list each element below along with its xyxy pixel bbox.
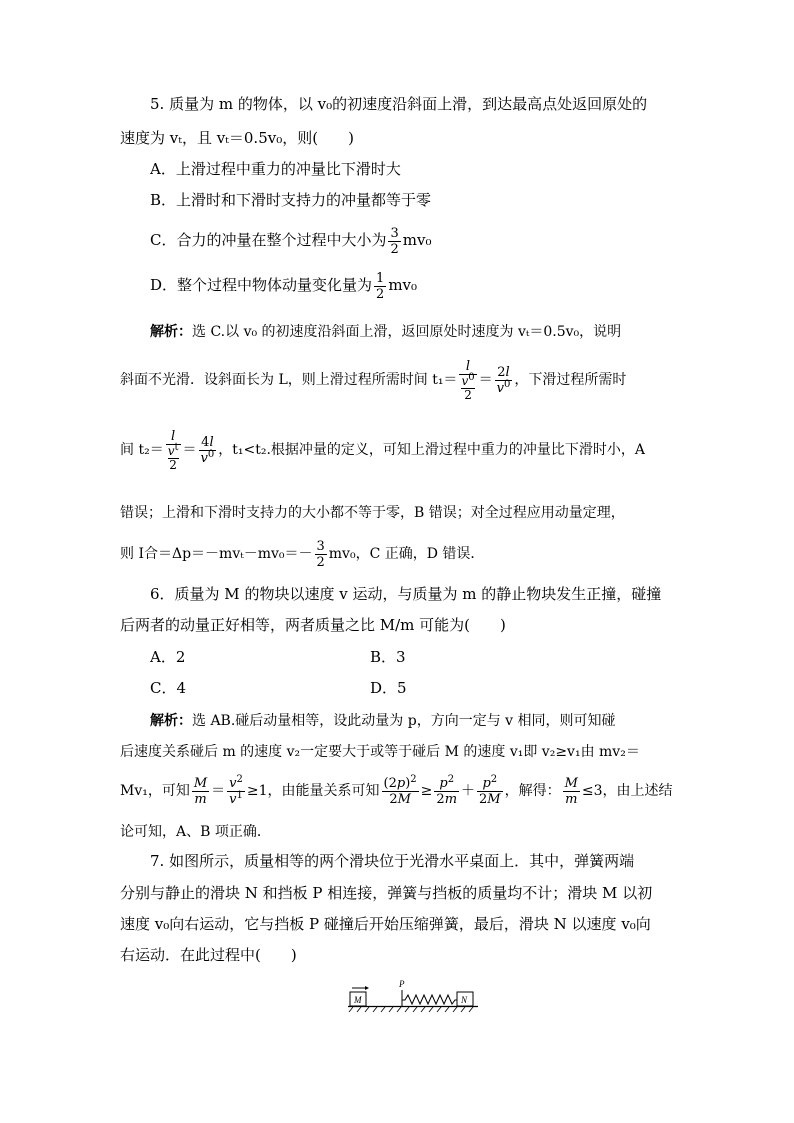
sol6-line2: 后速度关系碰后 m 的速度 v₂一定要大于或等于碰后 M 的速度 v₁即 v₂≥v₁由 mv₂＝ xyxy=(120,744,640,760)
q5-option-b: B．上滑时和下滑时支持力的冲量都等于零 xyxy=(150,191,432,209)
q7-stem-line2: 分别与静止的滑块 N 和挡板 P 相连接，弹簧与挡板的质量均不计；滑块 M 以初 xyxy=(120,884,653,902)
sol5-line1 xyxy=(150,322,621,342)
energy-fraction-2: $\frac{p^2}{2m}$ xyxy=(436,773,458,807)
sol6-line3-tail: ≤3，由上述结 xyxy=(581,783,673,799)
velocity-ratio-fraction: $\frac{v^2}{v^1}$ xyxy=(229,773,243,807)
q6-option-a: A．2 xyxy=(150,648,186,666)
sol5-fraction: $\frac{3}{2}$ xyxy=(316,538,325,570)
sol6-line3-head: Mv₁，可知 xyxy=(120,783,190,799)
sol6-text: 选 AB.碰后动量相等，设此动量为 p，方向一定与 v 相同，则可知碰 xyxy=(192,713,616,729)
t1-fraction: $\frac{l}{\frac{v^0}{2}}$ xyxy=(461,358,475,402)
q7-figure xyxy=(345,978,485,1014)
q5-option-d xyxy=(150,268,417,302)
sol5-text: 选 C.以 v₀ 的初速度沿斜面上滑，返回原处时速度为 vₜ＝0.5v₀，说明 xyxy=(192,324,622,340)
sol5-line3: 间 t₂＝ $\frac{l}{\frac{v^t}{2}}$ ＝ $\frac{4l}{v^0}$ ，t₁<t₂.根据冲量的定义，可知上滑过程中重力的冲量比下滑时小，A xyxy=(120,428,646,472)
t2-result-fraction: $\frac{4l}{v^0}$ xyxy=(200,434,215,466)
sol5-line4: 错误；上滑和下滑时支持力的大小都不等于零，B 错误；对全过程应用动量定理， xyxy=(120,505,625,521)
velocity-arrow-head xyxy=(365,986,369,990)
q7-stem-line1: 7. 如图所示，质量相等的两个滑块位于光滑水平桌面上．其中，弹簧两端 xyxy=(150,852,635,870)
table-hatching xyxy=(349,1007,473,1012)
q7-stem-line3: 速度 v₀向右运动，它与挡板 P 碰撞后开始压缩弹簧，最后，滑块 N 以速度 v₀向 xyxy=(120,915,651,933)
sol5-line2-tail: ，下滑过程所需时 xyxy=(514,372,627,388)
sol5-line3-tail: ，t₁<t₂.根据冲量的定义，可知上滑过程中重力的冲量比下滑时小，A xyxy=(218,442,646,458)
frac-den: 2 xyxy=(390,241,399,257)
sol6-line4: 论可知，A、B 项正确． xyxy=(120,824,271,840)
sol6-line3-mid: ≥1，由能量关系可知 xyxy=(246,783,380,799)
sol5-line3-head: 间 t₂＝ xyxy=(120,442,164,458)
t2-fraction: $\frac{l}{\frac{v^t}{2}}$ xyxy=(167,428,179,472)
q6-option-d: D．5 xyxy=(370,679,407,697)
sol5-line2: 斜面不光滑．设斜面长为 L，则上滑过程所需时间 t₁＝ $\frac{l}{\frac{v^0}{2}}$ ＝ $\frac{2l}{v^0}$ ，下滑过程所需时 xyxy=(120,358,627,402)
block-m-label: M xyxy=(354,995,362,1005)
q5-option-c-tail: mv₀ xyxy=(402,231,432,249)
energy-fraction-1: $\frac{(2p)^2}{2M}$ xyxy=(383,773,417,807)
energy-fraction-3: $\frac{p^2}{2M}$ xyxy=(479,773,501,807)
sol5-line5-tail: mv₀，C 正确，D 错误． xyxy=(328,546,485,562)
q6-option-b: B．3 xyxy=(370,648,406,666)
q6-stem-line1: 6．质量为 M 的物块以速度 v 运动，与质量为 m 的静止物块发生正撞，碰撞 xyxy=(150,585,662,603)
q6-option-c: C．4 xyxy=(150,679,187,697)
q5-option-d-text: D．整个过程中物体动量变化量为 xyxy=(150,276,373,294)
q5-option-a: A．上滑过程中重力的冲量比下滑时大 xyxy=(150,160,401,178)
t1-result-fraction: $\frac{2l}{v^0}$ xyxy=(496,364,511,396)
q6-stem-line2: 后两者的动量正好相等，两者质量之比 M/m 可能为( ) xyxy=(120,616,506,634)
q5-stem-line1: 5. 质量为 m 的物体，以 v₀的初速度沿斜面上滑，到达最高点处返回原处的 xyxy=(150,95,648,113)
q7-stem-line4: 右运动．在此过程中( ) xyxy=(120,946,297,964)
frac-den: 2 xyxy=(376,286,385,302)
sol5-line5 xyxy=(120,536,484,572)
spring xyxy=(402,995,457,1004)
sol6-line3: Mv₁，可知 $\frac{M}{m}$ ＝ $\frac{v^2}{v^1}$ ≥1，由能量关系可知 $\frac{(2p)^2}{2M}$ ≥ $\frac{p^2}{2m}$ ＋ $\frac{p^2}{2M}$ ，解得： $\frac{M}{m}$ ≤3，由上述结 xyxy=(120,773,673,807)
result-fraction: $\frac{M}{m}$ xyxy=(564,775,578,807)
solution-label: 解析： xyxy=(150,324,192,340)
q5-option-d-fraction xyxy=(374,271,386,302)
q5-option-c xyxy=(150,223,431,257)
q5-option-c-fraction xyxy=(388,226,400,257)
plate-p-label: P xyxy=(399,979,405,989)
q5-stem-line2: 速度为 vₜ，且 vₜ＝0.5v₀，则( ) xyxy=(120,129,354,147)
sol6-line1 xyxy=(150,711,616,731)
q5-option-c-text: C．合力的冲量在整个过程中大小为 xyxy=(150,231,387,249)
solution-label: 解析： xyxy=(150,713,192,729)
sol5-line5-text: 则 I合＝Δp＝－mvₜ－mv₀＝－ xyxy=(120,546,313,562)
sol6-line3-mid2: ，解得： xyxy=(504,783,561,799)
frac-num: 3 xyxy=(390,225,399,241)
mass-ratio-fraction: $\frac{M}{m}$ xyxy=(193,775,208,807)
q5-option-d-tail: mv₀ xyxy=(388,276,418,294)
frac-num: 1 xyxy=(376,270,385,286)
sol5-line2-text: 斜面不光滑．设斜面长为 L，则上滑过程所需时间 t₁＝ xyxy=(120,372,458,388)
block-n-label: N xyxy=(461,995,468,1005)
